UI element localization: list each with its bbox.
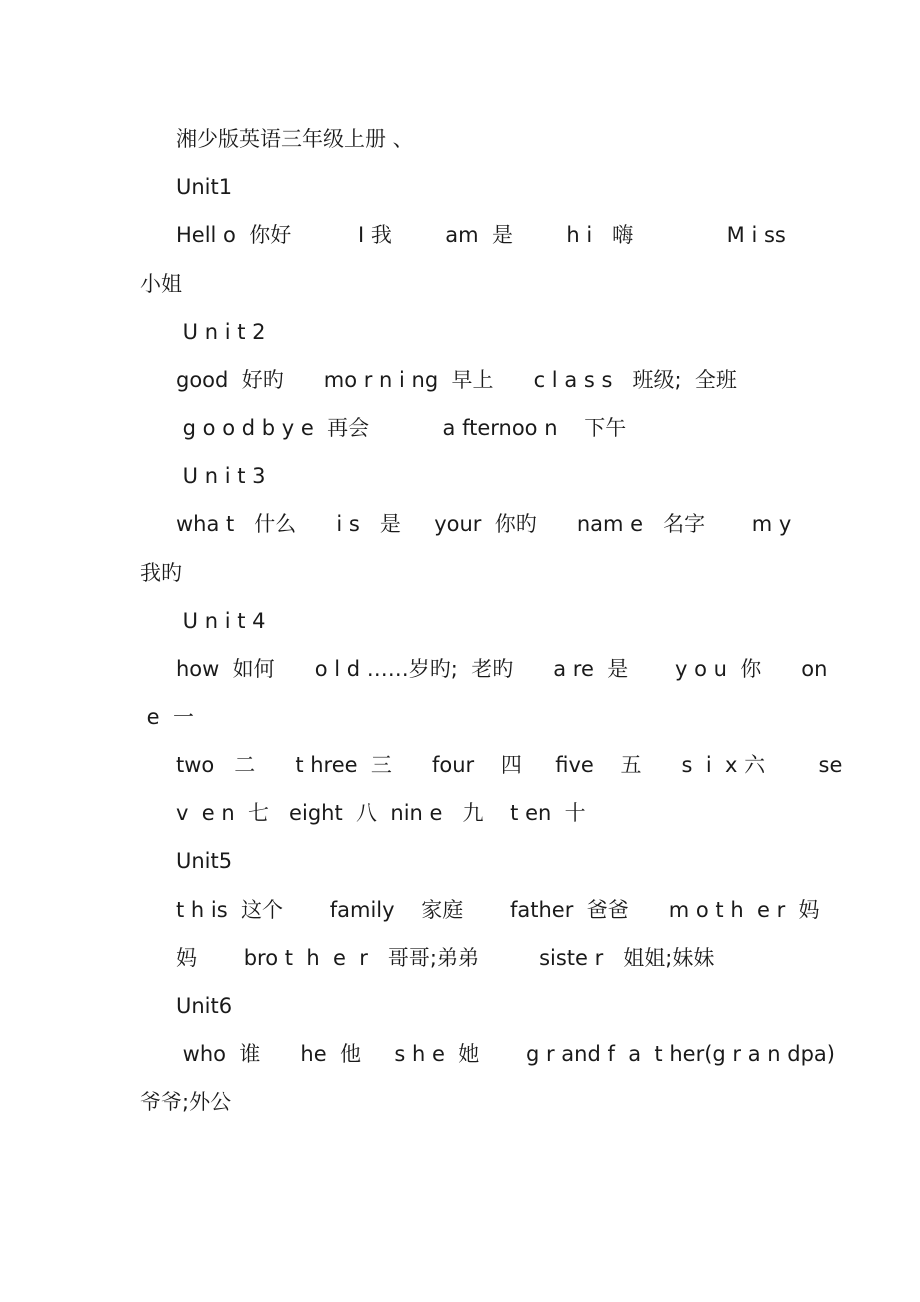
vocab-line: two 二 t hree 三 four 四 five 五 s i x 六 se (176, 753, 843, 777)
vocab-line: v e n 七 eight 八 nin e 九 t en 十 (176, 801, 586, 825)
vocab-line: good 好旳 mo r n i ng 早上 c l a s s 班级; 全班 (176, 368, 737, 392)
vocab-line: 妈 bro t h e r 哥哥;弟弟 siste r 姐姐;妹妹 (176, 946, 715, 970)
unit-5-heading: Unit5 (176, 849, 233, 873)
vocab-line-continued: 我旳 (140, 561, 182, 585)
vocab-line: t h is 这个 family 家庭 father 爸爸 m o t h e r 妈 (176, 898, 820, 922)
unit-1-heading: Unit1 (176, 175, 233, 199)
unit-2-heading: U n i t 2 (176, 320, 266, 344)
vocab-line-continued: 小姐 (140, 272, 182, 296)
vocab-line: wha t 什么 i s 是 your 你旳 nam e 名字 m y (176, 512, 792, 536)
vocab-line: how 如何 o l d ……岁旳; 老旳 a re 是 y o u 你 on (176, 657, 828, 681)
vocab-line: g o o d b y e 再会 a fternoo n 下午 (176, 416, 627, 440)
unit-3-heading: U n i t 3 (176, 464, 266, 488)
vocab-line: who 谁 he 他 s h e 她 g r and f a t her(g r a n dpa) (176, 1042, 835, 1066)
unit-6-heading: Unit6 (176, 994, 233, 1018)
vocab-line: Hell o 你好 I 我 am 是 h i 嗨 M i ss (176, 223, 786, 247)
document-title: 湘少版英语三年级上册 、 (176, 127, 414, 151)
vocab-line-continued: e 一 (140, 705, 194, 729)
unit-4-heading: U n i t 4 (176, 609, 266, 633)
vocab-line-continued: 爷爷;外公 (140, 1090, 232, 1114)
